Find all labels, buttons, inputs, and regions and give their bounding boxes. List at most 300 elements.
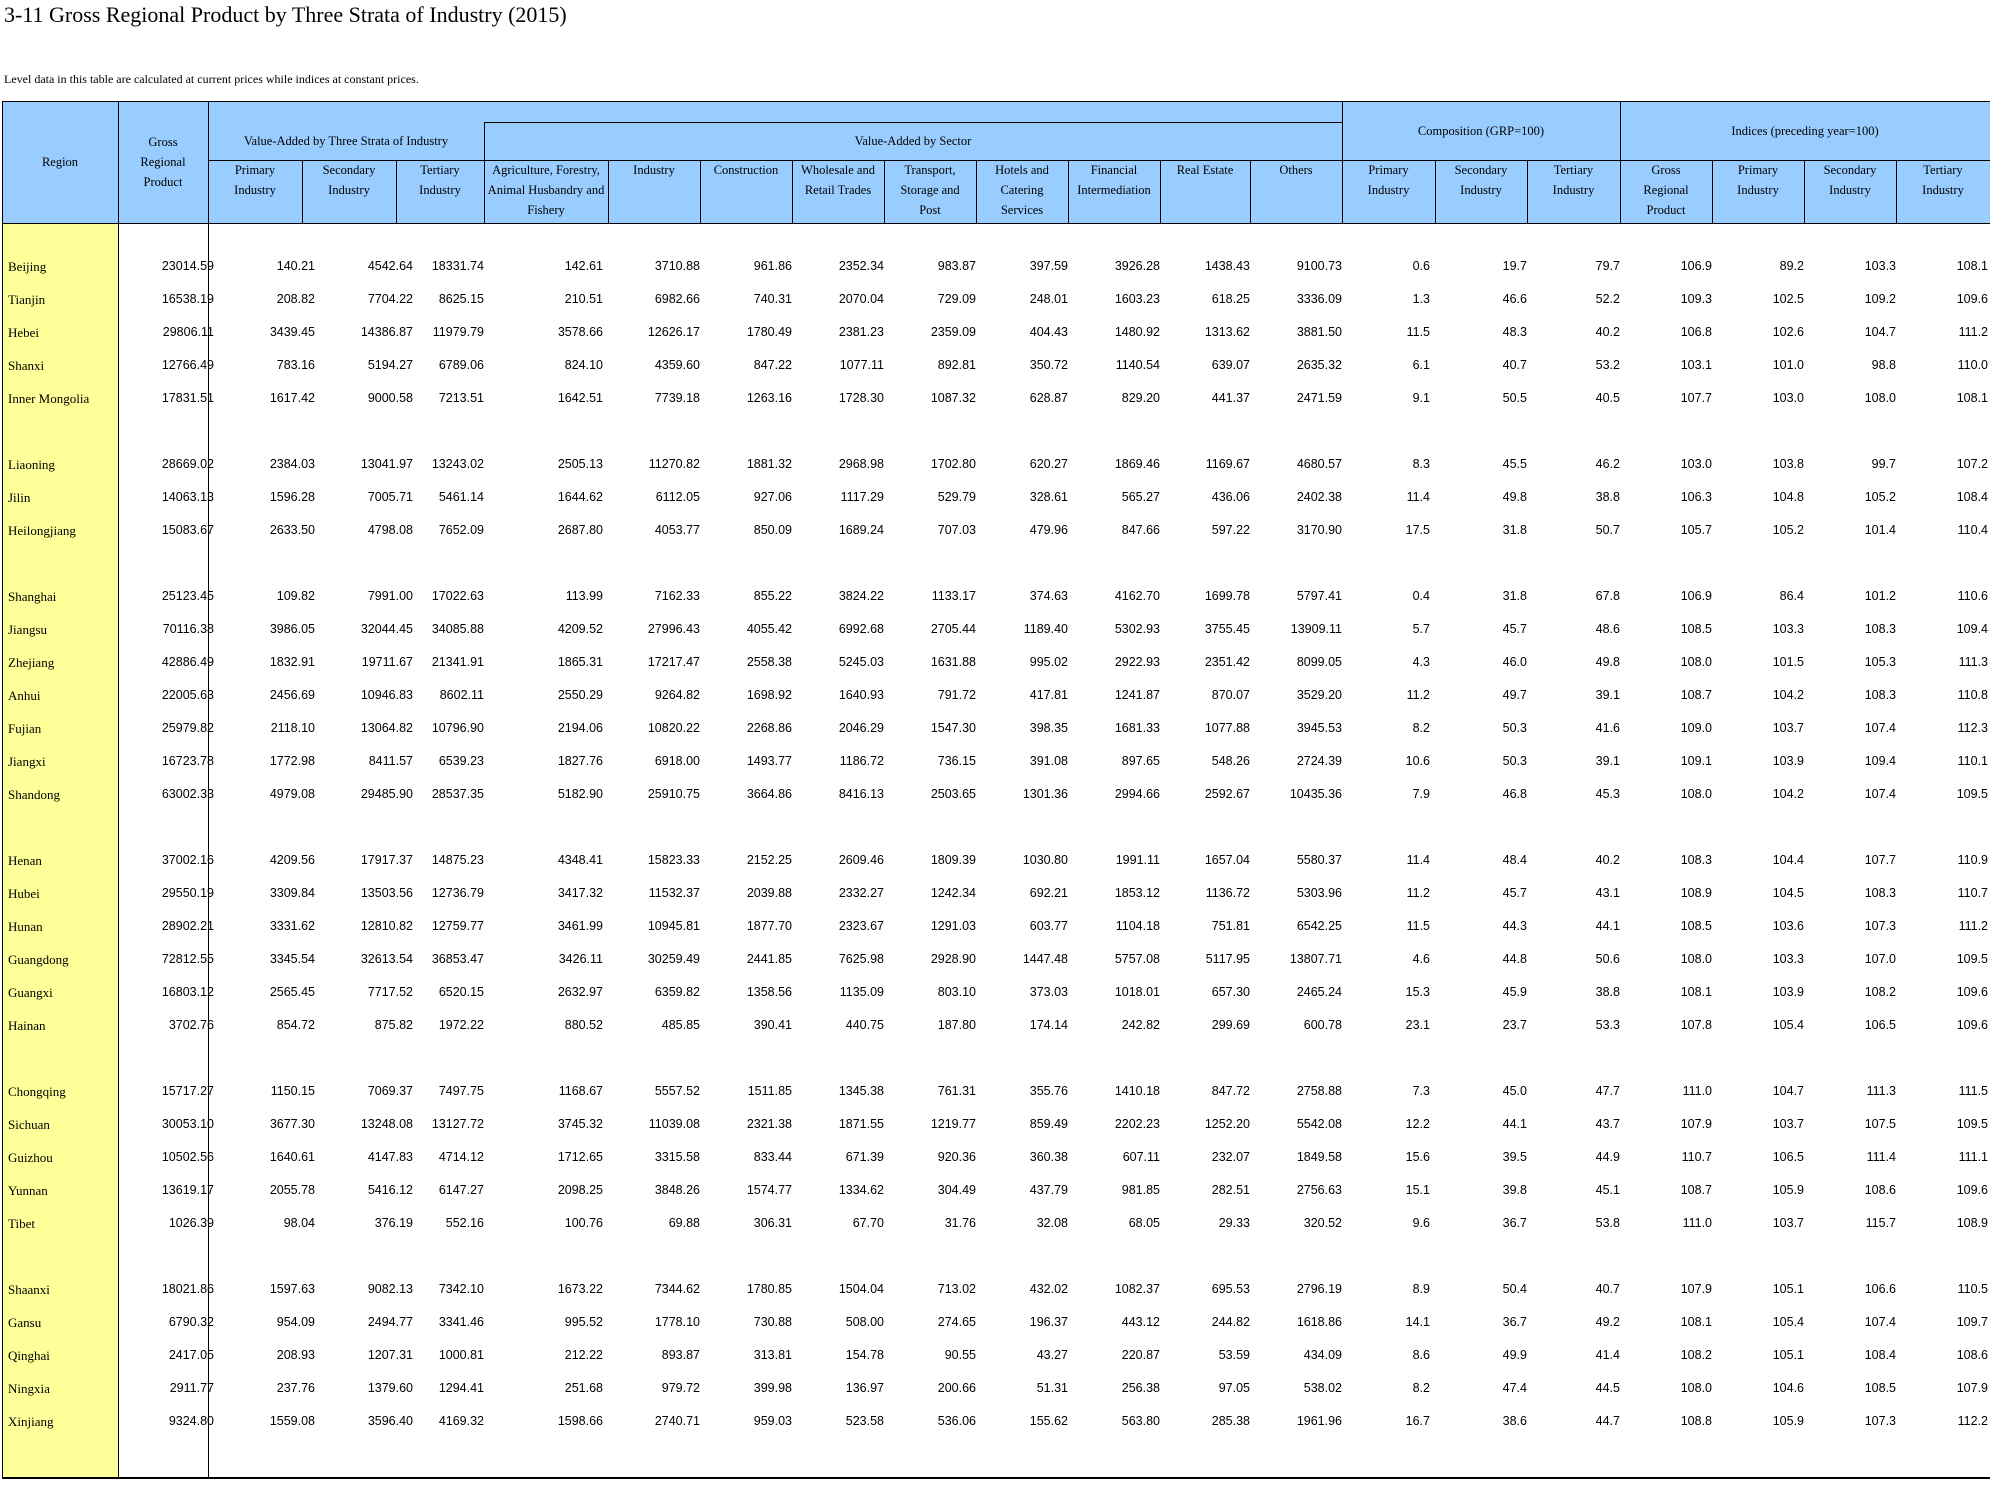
region-name: Yunnan <box>8 1183 48 1198</box>
cell-grp: 25123.45 <box>161 589 214 603</box>
header-sector-agri <box>484 160 608 220</box>
table-row <box>0 1372 1990 1405</box>
cell-sector-financial: 847.66 <box>1121 523 1160 537</box>
header-group-strata <box>208 122 484 160</box>
header-idx-grp-label: Gross Regional Product <box>1643 163 1689 217</box>
cell-idx-primary: 103.7 <box>1772 721 1804 735</box>
cell-strata-primary: 1617.42 <box>269 391 315 405</box>
cell-comp-secondary: 40.7 <box>1502 358 1527 372</box>
cell-idx-secondary: 99.7 <box>1871 457 1896 471</box>
header-comp-tertiary <box>1527 160 1620 200</box>
cell-sector-transport: 536.06 <box>937 1414 976 1428</box>
table-row <box>0 976 1990 1009</box>
cell-comp-secondary: 48.4 <box>1502 853 1527 867</box>
cell-sector-financial: 2202.23 <box>1114 1117 1160 1131</box>
cell-idx-grp: 108.5 <box>1680 919 1712 933</box>
cell-idx-grp: 108.0 <box>1680 787 1712 801</box>
cell-sector-hotels: 51.31 <box>1036 1381 1068 1395</box>
cell-idx-secondary: 107.7 <box>1864 853 1896 867</box>
cell-strata-secondary: 1379.60 <box>367 1381 413 1395</box>
cell-sector-financial: 443.12 <box>1121 1315 1160 1329</box>
cell-idx-primary: 104.4 <box>1772 853 1804 867</box>
cell-strata-secondary: 32044.45 <box>360 622 413 636</box>
header-idx-primary-label: Primary Industry <box>1737 163 1779 197</box>
cell-sector-financial: 1869.46 <box>1114 457 1160 471</box>
cell-sector-agri: 824.10 <box>564 358 603 372</box>
header-sector-construction <box>700 160 792 180</box>
header-sector-hotels <box>976 160 1068 220</box>
cell-sector-wholesale: 136.97 <box>845 1381 884 1395</box>
cell-grp: 29806.11 <box>162 325 214 339</box>
cell-sector-construction: 1877.70 <box>746 919 792 933</box>
cell-sector-hotels: 859.49 <box>1029 1117 1068 1131</box>
header-strata-tertiary <box>396 160 484 200</box>
cell-sector-others: 13807.71 <box>1289 952 1342 966</box>
cell-sector-hotels: 1447.48 <box>1022 952 1068 966</box>
cell-sector-others: 538.02 <box>1303 1381 1342 1395</box>
cell-sector-transport: 920.36 <box>937 1150 976 1164</box>
cell-sector-financial: 565.27 <box>1121 490 1160 504</box>
cell-comp-secondary: 50.4 <box>1502 1282 1527 1296</box>
cell-sector-wholesale: 508.00 <box>845 1315 884 1329</box>
cell-sector-construction: 2321.38 <box>746 1117 792 1131</box>
cell-sector-construction: 2558.38 <box>746 655 792 669</box>
region-name: Fujian <box>8 721 42 736</box>
header-strata-tertiary-label: Tertiary Industry <box>419 163 461 197</box>
header-group-indices <box>1620 101 1990 160</box>
table-row <box>0 382 1990 415</box>
cell-idx-secondary: 107.4 <box>1864 721 1896 735</box>
cell-idx-secondary: 107.3 <box>1864 919 1896 933</box>
cell-sector-others: 10435.36 <box>1289 787 1342 801</box>
cell-idx-secondary: 104.7 <box>1864 325 1896 339</box>
cell-strata-secondary: 1207.31 <box>367 1348 413 1362</box>
header-strata-primary-label: Primary Industry <box>234 163 276 197</box>
cell-idx-grp: 105.7 <box>1680 523 1712 537</box>
cell-sector-transport: 1219.77 <box>930 1117 976 1131</box>
cell-idx-grp: 108.1 <box>1680 1315 1712 1329</box>
cell-strata-tertiary: 6539.23 <box>438 754 484 768</box>
cell-sector-transport: 1133.17 <box>931 589 976 603</box>
cell-idx-tertiary: 112.2 <box>1957 1414 1988 1428</box>
cell-idx-tertiary: 107.2 <box>1956 457 1988 471</box>
cell-comp-secondary: 46.8 <box>1502 787 1527 801</box>
cell-strata-primary: 2633.50 <box>269 523 315 537</box>
cell-sector-wholesale: 1689.24 <box>838 523 884 537</box>
cell-sector-agri: 2632.97 <box>557 985 603 999</box>
cell-sector-realestate: 29.33 <box>1218 1216 1250 1230</box>
cell-idx-grp: 107.9 <box>1680 1117 1712 1131</box>
cell-strata-tertiary: 5461.14 <box>438 490 484 504</box>
cell-comp-secondary: 50.3 <box>1502 754 1527 768</box>
region-name: Hunan <box>8 919 43 934</box>
cell-sector-construction: 1881.32 <box>746 457 792 471</box>
cell-idx-primary: 103.9 <box>1772 985 1804 999</box>
header-sector-transport-label: Transport, Storage and Post <box>900 163 960 217</box>
cell-sector-wholesale: 440.75 <box>845 1018 884 1032</box>
cell-sector-wholesale: 1135.09 <box>839 985 884 999</box>
table-row <box>0 877 1990 910</box>
cell-comp-tertiary: 44.9 <box>1595 1150 1620 1164</box>
cell-sector-realestate: 1438.43 <box>1204 259 1250 273</box>
cell-sector-construction: 2039.88 <box>746 886 792 900</box>
cell-sector-wholesale: 1186.72 <box>839 754 884 768</box>
cell-strata-primary: 2055.78 <box>269 1183 315 1197</box>
cell-comp-secondary: 44.1 <box>1502 1117 1527 1131</box>
cell-sector-construction: 740.31 <box>753 292 792 306</box>
cell-idx-grp: 106.3 <box>1680 490 1712 504</box>
cell-grp: 2911.77 <box>169 1381 214 1395</box>
table-row <box>0 910 1990 943</box>
cell-sector-transport: 1087.32 <box>930 391 976 405</box>
cell-comp-tertiary: 67.8 <box>1595 589 1620 603</box>
cell-sector-realestate: 2351.42 <box>1204 655 1250 669</box>
cell-strata-secondary: 9082.13 <box>367 1282 413 1296</box>
cell-comp-tertiary: 53.3 <box>1595 1018 1620 1032</box>
cell-comp-secondary: 31.8 <box>1502 523 1527 537</box>
cell-sector-industry: 485.85 <box>661 1018 700 1032</box>
cell-idx-secondary: 108.0 <box>1864 391 1896 405</box>
cell-sector-industry: 6918.00 <box>654 754 700 768</box>
cell-sector-wholesale: 5245.03 <box>838 655 884 669</box>
cell-idx-secondary: 115.7 <box>1865 1216 1896 1230</box>
cell-comp-primary: 11.4 <box>1406 490 1430 504</box>
cell-idx-primary: 103.8 <box>1772 457 1804 471</box>
cell-sector-financial: 1082.37 <box>1114 1282 1160 1296</box>
cell-sector-industry: 3315.58 <box>654 1150 700 1164</box>
cell-sector-agri: 1827.76 <box>557 754 603 768</box>
cell-idx-grp: 108.2 <box>1680 1348 1712 1362</box>
cell-sector-hotels: 1030.80 <box>1022 853 1068 867</box>
header-idx-secondary-label: Secondary Industry <box>1823 163 1877 197</box>
cell-idx-primary: 103.7 <box>1772 1216 1804 1230</box>
cell-sector-transport: 274.65 <box>937 1315 976 1329</box>
cell-idx-grp: 109.0 <box>1680 721 1712 735</box>
cell-sector-construction: 4055.42 <box>746 622 792 636</box>
cell-sector-financial: 897.65 <box>1121 754 1160 768</box>
cell-sector-hotels: 432.02 <box>1029 1282 1068 1296</box>
cell-sector-construction: 1780.85 <box>746 1282 792 1296</box>
cell-comp-primary: 23.1 <box>1405 1018 1430 1032</box>
region-name: Ningxia <box>8 1381 50 1396</box>
cell-sector-financial: 68.05 <box>1128 1216 1160 1230</box>
cell-idx-secondary: 107.5 <box>1864 1117 1896 1131</box>
cell-sector-agri: 880.52 <box>564 1018 603 1032</box>
cell-idx-primary: 105.1 <box>1772 1348 1804 1362</box>
cell-sector-realestate: 548.26 <box>1211 754 1250 768</box>
cell-sector-others: 2756.63 <box>1296 1183 1342 1197</box>
cell-sector-realestate: 597.22 <box>1211 523 1250 537</box>
cell-sector-others: 9100.73 <box>1296 259 1342 273</box>
region-name: Guangdong <box>8 952 69 967</box>
cell-comp-tertiary: 44.1 <box>1595 919 1620 933</box>
cell-idx-primary: 104.6 <box>1772 1381 1804 1395</box>
region-name: Jilin <box>8 490 31 505</box>
cell-strata-secondary: 4147.83 <box>367 1150 413 1164</box>
cell-sector-construction: 2152.25 <box>746 853 792 867</box>
cell-idx-tertiary: 111.2 <box>1958 325 1988 339</box>
cell-sector-hotels: 32.08 <box>1036 1216 1068 1230</box>
cell-sector-transport: 1631.88 <box>930 655 976 669</box>
cell-grp: 10502.56 <box>161 1150 214 1164</box>
cell-comp-tertiary: 40.5 <box>1595 391 1620 405</box>
table-row <box>0 316 1990 349</box>
table-row <box>0 1273 1990 1306</box>
cell-strata-tertiary: 4714.12 <box>438 1150 484 1164</box>
cell-idx-grp: 106.8 <box>1680 325 1712 339</box>
cell-sector-wholesale: 2381.23 <box>838 325 884 339</box>
cell-strata-primary: 3986.05 <box>269 622 315 636</box>
cell-sector-financial: 1603.23 <box>1114 292 1160 306</box>
cell-idx-secondary: 109.4 <box>1864 754 1896 768</box>
cell-comp-tertiary: 43.1 <box>1595 886 1620 900</box>
cell-sector-wholesale: 2070.04 <box>838 292 884 306</box>
cell-strata-secondary: 5194.27 <box>367 358 413 372</box>
cell-sector-others: 3170.90 <box>1296 523 1342 537</box>
header-sector-realestate-label: Real Estate <box>1176 163 1234 177</box>
cell-grp: 28902.21 <box>161 919 214 933</box>
cell-idx-primary: 105.9 <box>1772 1183 1804 1197</box>
cell-sector-realestate: 639.07 <box>1211 358 1250 372</box>
cell-sector-financial: 220.87 <box>1121 1348 1160 1362</box>
cell-strata-primary: 1596.28 <box>269 490 315 504</box>
cell-grp: 17831.51 <box>161 391 214 405</box>
cell-sector-wholesale: 1334.62 <box>838 1183 884 1197</box>
cell-comp-secondary: 49.7 <box>1502 688 1527 702</box>
cell-sector-industry: 10820.22 <box>647 721 700 735</box>
cell-comp-tertiary: 40.7 <box>1595 1282 1620 1296</box>
region-name: Heilongjiang <box>8 523 76 538</box>
cell-comp-primary: 10.6 <box>1405 754 1430 768</box>
cell-sector-industry: 7739.18 <box>654 391 700 405</box>
table-row <box>0 646 1990 679</box>
cell-idx-grp: 108.7 <box>1680 1183 1712 1197</box>
cell-strata-secondary: 5416.12 <box>367 1183 413 1197</box>
cell-sector-industry: 11532.37 <box>648 886 700 900</box>
cell-strata-tertiary: 13127.72 <box>431 1117 484 1131</box>
cell-idx-primary: 86.4 <box>1779 589 1804 603</box>
cell-sector-hotels: 1301.36 <box>1022 787 1068 801</box>
cell-sector-others: 2796.19 <box>1296 1282 1342 1296</box>
cell-sector-construction: 847.22 <box>753 358 792 372</box>
cell-sector-industry: 5557.52 <box>654 1084 700 1098</box>
header-idx-tertiary-label: Tertiary Industry <box>1922 163 1964 197</box>
cell-sector-realestate: 282.51 <box>1211 1183 1250 1197</box>
cell-idx-grp: 108.0 <box>1680 952 1712 966</box>
cell-sector-wholesale: 671.39 <box>845 1150 884 1164</box>
cell-sector-others: 2471.59 <box>1296 391 1342 405</box>
cell-sector-industry: 27996.43 <box>647 622 700 636</box>
cell-strata-tertiary: 4169.32 <box>438 1414 484 1428</box>
header-grp <box>118 101 208 223</box>
cell-comp-primary: 8.9 <box>1412 1282 1430 1296</box>
header-idx-primary <box>1712 160 1804 200</box>
cell-sector-financial: 563.80 <box>1121 1414 1160 1428</box>
cell-sector-construction: 1493.77 <box>746 754 792 768</box>
cell-sector-hotels: 417.81 <box>1029 688 1068 702</box>
cell-grp: 18021.86 <box>161 1282 214 1296</box>
table-row <box>0 1174 1990 1207</box>
cell-sector-agri: 3461.99 <box>557 919 603 933</box>
table-row <box>0 745 1990 778</box>
region-name: Shanxi <box>8 358 45 373</box>
cell-sector-transport: 729.09 <box>937 292 976 306</box>
cell-sector-realestate: 299.69 <box>1211 1018 1250 1032</box>
cell-strata-secondary: 14386.87 <box>360 325 413 339</box>
cell-sector-others: 6542.25 <box>1296 919 1342 933</box>
cell-sector-wholesale: 8416.13 <box>838 787 884 801</box>
header-group-indices-label: Indices (preceding year=100) <box>1731 123 1879 138</box>
cell-grp: 14063.13 <box>161 490 214 504</box>
cell-idx-tertiary: 108.6 <box>1956 1348 1988 1362</box>
header-sector-wholesale-label: Wholesale and Retail Trades <box>801 163 875 197</box>
header-group-strata-label: Value-Added by Three Strata of Industry <box>243 134 449 148</box>
cell-idx-grp: 107.9 <box>1680 1282 1712 1296</box>
cell-sector-realestate: 657.30 <box>1211 985 1250 999</box>
cell-comp-secondary: 31.8 <box>1502 589 1527 603</box>
cell-strata-tertiary: 18331.74 <box>431 259 484 273</box>
cell-idx-grp: 103.0 <box>1680 457 1712 471</box>
cell-sector-transport: 304.49 <box>937 1183 976 1197</box>
cell-sector-transport: 1809.39 <box>930 853 976 867</box>
cell-sector-agri: 1712.65 <box>557 1150 603 1164</box>
cell-strata-primary: 98.04 <box>283 1216 315 1230</box>
cell-sector-financial: 2922.93 <box>1114 655 1160 669</box>
cell-sector-others: 5797.41 <box>1296 589 1342 603</box>
cell-sector-transport: 892.81 <box>937 358 976 372</box>
cell-strata-tertiary: 1294.41 <box>438 1381 484 1395</box>
table-row <box>0 1009 1990 1042</box>
cell-comp-primary: 7.3 <box>1412 1084 1430 1098</box>
cell-idx-primary: 104.2 <box>1772 787 1804 801</box>
cell-strata-primary: 208.93 <box>276 1348 315 1362</box>
cell-idx-primary: 102.5 <box>1772 292 1804 306</box>
table-row <box>0 712 1990 745</box>
cell-strata-primary: 237.76 <box>276 1381 315 1395</box>
cell-sector-financial: 1104.18 <box>1115 919 1160 933</box>
cell-sector-wholesale: 3824.22 <box>838 589 884 603</box>
cell-grp: 16723.78 <box>161 754 214 768</box>
cell-sector-agri: 4348.41 <box>557 853 603 867</box>
cell-sector-others: 5542.08 <box>1296 1117 1342 1131</box>
cell-idx-tertiary: 110.1 <box>1957 754 1988 768</box>
cell-sector-realestate: 1169.67 <box>1205 457 1250 471</box>
cell-sector-realestate: 441.37 <box>1211 391 1250 405</box>
cell-sector-realestate: 695.53 <box>1211 1282 1250 1296</box>
cell-comp-tertiary: 44.5 <box>1595 1381 1620 1395</box>
cell-strata-primary: 3331.62 <box>269 919 315 933</box>
cell-comp-primary: 4.3 <box>1412 655 1430 669</box>
header-idx-tertiary <box>1896 160 1990 200</box>
cell-sector-hotels: 692.21 <box>1029 886 1068 900</box>
cell-strata-secondary: 3596.40 <box>367 1414 413 1428</box>
cell-idx-primary: 102.6 <box>1772 325 1804 339</box>
cell-strata-tertiary: 17022.63 <box>431 589 484 603</box>
cell-sector-industry: 979.72 <box>661 1381 700 1395</box>
cell-sector-industry: 11270.82 <box>648 457 700 471</box>
cell-sector-transport: 983.87 <box>937 259 976 273</box>
cell-comp-secondary: 45.0 <box>1502 1084 1527 1098</box>
cell-idx-tertiary: 108.1 <box>1956 391 1988 405</box>
cell-sector-construction: 2268.86 <box>746 721 792 735</box>
cell-strata-primary: 3309.84 <box>269 886 315 900</box>
header-region-label: Region <box>41 155 79 169</box>
cell-sector-others: 600.78 <box>1303 1018 1342 1032</box>
cell-comp-primary: 15.1 <box>1405 1183 1430 1197</box>
cell-strata-primary: 2384.03 <box>269 457 315 471</box>
cell-comp-tertiary: 41.6 <box>1595 721 1620 735</box>
cell-sector-others: 2758.88 <box>1296 1084 1342 1098</box>
cell-sector-realestate: 232.07 <box>1211 1150 1250 1164</box>
header-strata-secondary <box>302 160 396 200</box>
cell-comp-primary: 15.3 <box>1405 985 1430 999</box>
cell-idx-grp: 108.0 <box>1680 655 1712 669</box>
cell-sector-industry: 7344.62 <box>654 1282 700 1296</box>
cell-sector-construction: 313.81 <box>753 1348 792 1362</box>
cell-idx-secondary: 108.3 <box>1864 622 1896 636</box>
cell-sector-hotels: 155.62 <box>1029 1414 1068 1428</box>
cell-sector-agri: 1598.66 <box>557 1414 603 1428</box>
cell-sector-construction: 855.22 <box>753 589 792 603</box>
cell-strata-tertiary: 36853.47 <box>431 952 484 966</box>
cell-comp-primary: 11.5 <box>1406 919 1430 933</box>
cell-sector-agri: 3745.32 <box>557 1117 603 1131</box>
cell-grp: 22005.63 <box>161 688 214 702</box>
cell-sector-transport: 1702.80 <box>930 457 976 471</box>
cell-comp-primary: 11.4 <box>1406 853 1430 867</box>
cell-comp-secondary: 49.8 <box>1502 490 1527 504</box>
cell-sector-others: 1618.86 <box>1296 1315 1342 1329</box>
cell-grp: 13619.17 <box>161 1183 214 1197</box>
cell-sector-hotels: 479.96 <box>1029 523 1068 537</box>
cell-sector-hotels: 391.08 <box>1029 754 1068 768</box>
cell-comp-tertiary: 38.8 <box>1595 985 1620 999</box>
cell-sector-transport: 1291.03 <box>930 919 976 933</box>
cell-sector-financial: 1140.54 <box>1115 358 1160 372</box>
cell-idx-tertiary: 109.5 <box>1956 1117 1988 1131</box>
cell-sector-agri: 2687.80 <box>557 523 603 537</box>
cell-comp-secondary: 39.5 <box>1502 1150 1527 1164</box>
cell-idx-secondary: 101.4 <box>1864 523 1896 537</box>
cell-sector-realestate: 3755.45 <box>1204 622 1250 636</box>
cell-sector-agri: 3578.66 <box>557 325 603 339</box>
cell-strata-secondary: 8411.57 <box>368 754 413 768</box>
cell-sector-construction: 1358.56 <box>746 985 792 999</box>
cell-sector-construction: 850.09 <box>753 523 792 537</box>
cell-idx-secondary: 101.2 <box>1864 589 1896 603</box>
cell-sector-hotels: 355.76 <box>1029 1084 1068 1098</box>
cell-idx-secondary: 107.4 <box>1864 787 1896 801</box>
cell-comp-primary: 7.9 <box>1412 787 1430 801</box>
cell-sector-hotels: 397.59 <box>1029 259 1068 273</box>
cell-strata-secondary: 13503.56 <box>360 886 413 900</box>
cell-idx-grp: 106.9 <box>1680 589 1712 603</box>
table-row <box>0 1339 1990 1372</box>
cell-sector-transport: 529.79 <box>937 490 976 504</box>
cell-sector-agri: 210.51 <box>564 292 603 306</box>
cell-strata-tertiary: 10796.90 <box>431 721 484 735</box>
table-row <box>0 514 1990 547</box>
cell-idx-tertiary: 110.0 <box>1957 358 1988 372</box>
cell-idx-secondary: 106.5 <box>1864 1018 1896 1032</box>
cell-grp: 29550.19 <box>161 886 214 900</box>
cell-strata-primary: 1832.91 <box>269 655 315 669</box>
cell-strata-tertiary: 14875.23 <box>431 853 484 867</box>
cell-sector-wholesale: 1117.29 <box>840 490 884 504</box>
cell-sector-financial: 1991.11 <box>1115 853 1160 867</box>
cell-comp-primary: 11.2 <box>1406 688 1430 702</box>
cell-idx-secondary: 105.2 <box>1864 490 1896 504</box>
